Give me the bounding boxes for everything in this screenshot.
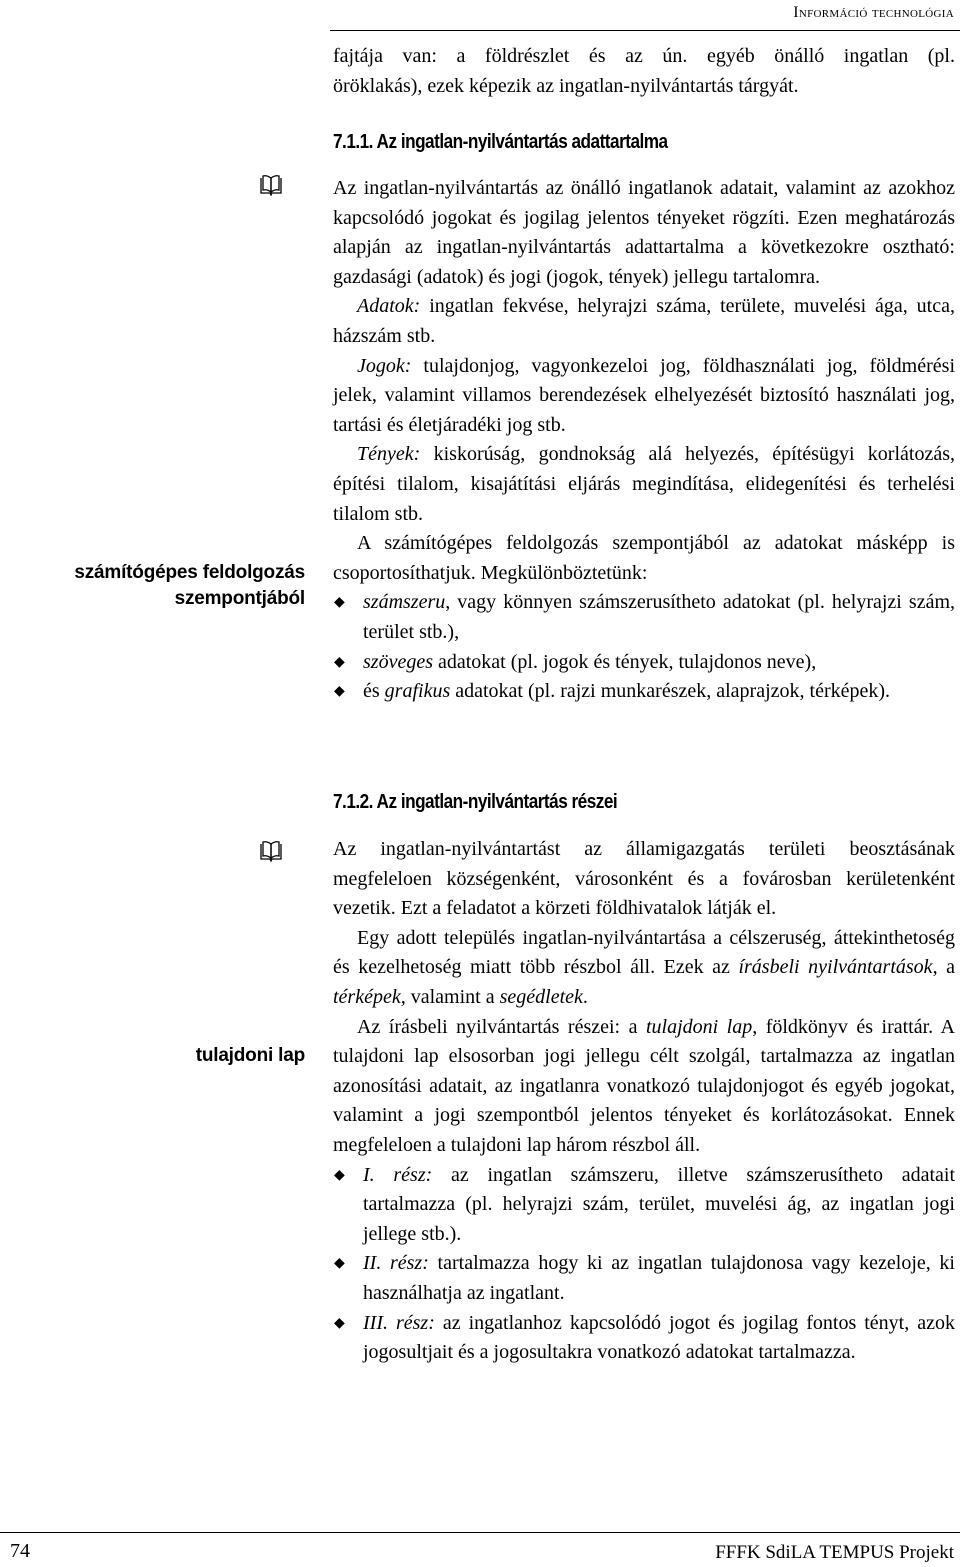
margin-note-line: szempontjából <box>174 588 305 609</box>
diamond-bullet-icon: ◆ <box>334 654 345 670</box>
list-item-term: III. rész: <box>363 1311 435 1334</box>
list-item-text: az ingatlan számszeru, illetve számszerusítheto adatait tartalmazza (pl. helyrajzi szám, terület, muvelési ág, az ingatlan jogi jellege stb.). <box>363 1163 956 1245</box>
term-tenyek: Tények: <box>357 443 421 466</box>
list-item-text: adatokat (pl. jogok és tények, tulajdonos neve), <box>432 650 817 673</box>
tenyek-paragraph <box>333 440 955 529</box>
paragraph: Az ingatlan-nyilvántartás az önálló ingatlanok adatait, valamint az azokhoz kapcsolódó jogokat és jogilag jelentos tényeket rögzíti. Ezen meghatározás alapján az ingatlan-nyilvántartás adattartalma a következokre osztható: gazdasági (adatok) és jogi (jogok, tények) jellegu tartalomra. <box>333 177 955 288</box>
intro-line-1: fajtája van: a földrészlet és az ún. egyéb önálló ingatlan (pl. <box>333 45 955 67</box>
running-header <box>793 4 954 22</box>
emphasis: térképek, <box>333 985 406 1008</box>
list-item-term: grafikus <box>384 680 451 703</box>
term-jogok: Jogok: <box>357 354 412 377</box>
text-run: Az írásbeli nyilvántartás részei: a <box>357 1015 646 1038</box>
grouping-paragraph: A számítógépes feldolgozás szempontjából az adatokat másképp is csoportosíthatjuk. Megkülönböztetünk: <box>333 532 955 584</box>
emphasis: tulajdoni lap <box>645 1015 753 1038</box>
diamond-bullet-icon: ◆ <box>334 1256 345 1272</box>
intro-paragraph <box>333 42 955 101</box>
text-run: valamint a <box>405 985 500 1008</box>
tenyek-text: kiskorúság, gondnokság alá helyezés, építésügyi korlátozás, építési tilalom, kisajátítási eljárás megindítása, elidegenítési és terhelési tilalom stb. <box>333 443 955 525</box>
list-item-term: számszeru <box>363 591 446 614</box>
list-item <box>333 1161 955 1250</box>
intro-line-2: öröklakás), ezek képezik az ingatlan-nyilvántartás tárgyát. <box>333 74 799 97</box>
paragraph <box>333 924 955 1013</box>
list-item <box>333 677 955 707</box>
open-book-icon <box>260 174 282 196</box>
list-item-term: II. rész: <box>363 1252 429 1275</box>
header-rule <box>330 30 960 31</box>
diamond-bullet-icon: ◆ <box>334 1315 345 1331</box>
section-heading-7-1-1: 7.1.1. Az ingatlan-nyilvántartás adattartalma <box>333 131 668 153</box>
list-item-text: tartalmazza hogy ki az ingatlan tulajdonosa vagy kezeloje, ki használhatja az ingatlant. <box>363 1252 955 1304</box>
open-book-icon <box>260 840 282 862</box>
section-2-body <box>333 835 955 1368</box>
paragraph <box>333 1013 955 1161</box>
emphasis: írásbeli nyilvántartások <box>738 956 933 979</box>
text-run: , földkönyv és irattár. A tulajdoni lap elsosorban jogi jellegu célt szolgál, tartalmazza az ingatlan azonosítási adatait, az ingatlanra vonatkozó tulajdonjogot és egyéb jogokat, valamint a jogi szempontból jelentos tényeket és korlátozásokat. Ennek megfeleloen a tulajdoni lap három részbol áll. <box>333 1015 955 1156</box>
paragraph: Az ingatlan-nyilvántartást az államigazgatás területi beosztásának megfeleloen községenként, városonként és a fovárosban kerületenként vezetik. Ezt a feladatot a körzeti földhivatalok látják el. <box>333 838 955 920</box>
list-item-text: az ingatlanhoz kapcsolódó jogot és jogilag fontos tényt, azok jogosultjait és a jogosultakra vonatkozó adatokat tartalmazza. <box>363 1311 955 1364</box>
header-title: Információ technológia <box>793 4 954 21</box>
margin-note-line: számítógépes feldolgozás <box>74 562 305 583</box>
list-item-term: I. rész: <box>363 1163 433 1186</box>
list-item <box>333 588 955 647</box>
diamond-bullet-icon: ◆ <box>334 1167 345 1183</box>
text-run: . <box>582 985 588 1008</box>
list-item-text: , vagy könnyen számszerusítheto adatokat (pl. helyrajzi szám, terület stb.), <box>363 591 955 643</box>
diamond-bullet-icon: ◆ <box>334 595 345 611</box>
text-run: , a <box>932 956 955 979</box>
list-item-term: szöveges <box>363 650 433 673</box>
list-item-text: adatokat (pl. rajzi munkarészek, alaprajzok, térképek). <box>450 680 891 703</box>
footer-rule <box>0 1532 960 1533</box>
jogok-paragraph <box>333 352 955 441</box>
page-number: 74 <box>10 1540 30 1562</box>
jogok-text: tulajdonjog, vagyonkezeloi jog, földhasználati jog, földmérési jelek, valamint villamos berendezések elhelyezését biztosító használati jog, tartási és életjáradéki jog stb. <box>333 354 955 436</box>
list-item <box>333 648 955 678</box>
section-1-body <box>333 174 955 707</box>
adatok-paragraph <box>333 292 955 351</box>
ownership-sheet-parts-list <box>333 1161 955 1368</box>
margin-note-processing <box>74 560 305 612</box>
list-item-prefix: és <box>363 680 385 703</box>
list-item <box>333 1309 955 1368</box>
list-item <box>333 1249 955 1308</box>
section-heading-7-1-2: 7.1.2. Az ingatlan-nyilvántartás részei <box>333 791 618 813</box>
adatok-text: ingatlan fekvése, helyrajzi száma, területe, muvelési ága, utca, házszám stb. <box>333 295 955 347</box>
term-adatok: Adatok: <box>357 295 421 318</box>
data-type-list <box>333 588 955 706</box>
text-run: Egy adott település ingatlan-nyilvántartása a célszeruség, áttekinthetoség és kezelhetoség miatt több részbol áll. Ezek az <box>333 926 955 979</box>
footer-project: FFFK SdiLA TEMPUS Projekt <box>715 1542 954 1563</box>
diamond-bullet-icon: ◆ <box>334 684 345 700</box>
margin-note-ownership-sheet: tulajdoni lap <box>195 1045 305 1066</box>
emphasis: segédletek <box>499 985 583 1008</box>
